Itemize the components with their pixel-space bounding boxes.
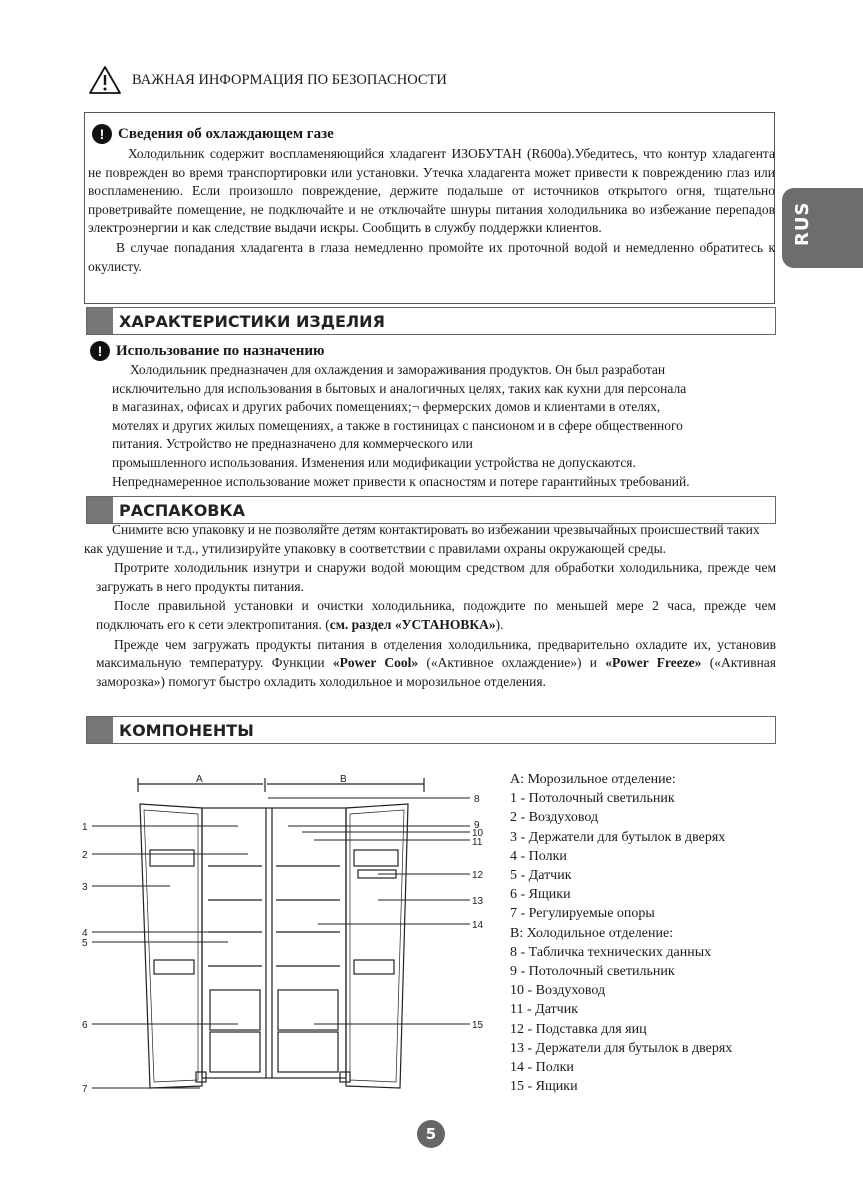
section-unpacking <box>86 496 776 524</box>
components-list-item: 12 - Подставка для яиц <box>510 1021 647 1037</box>
components-list-item: 7 - Регулируемые опоры <box>510 906 655 922</box>
unpacking-p3-end: ). <box>495 616 504 632</box>
diagram-num: 14 <box>472 920 484 931</box>
components-list-item: 5 - Датчик <box>510 868 572 884</box>
safety-header <box>88 64 447 96</box>
diagram-num: 15 <box>472 1020 484 1031</box>
intended-use-line: Холодильник предназначен для охлаждения и замораживания продуктов. Он был разработан <box>130 362 666 377</box>
intended-use-title: Использование по назначению <box>116 342 325 359</box>
components-list-item: 9 - Потолочный светильник <box>510 964 675 980</box>
diagram-num: 5 <box>82 938 88 949</box>
section-marker <box>87 308 113 334</box>
refrigerant-paragraph-2: В случае попадания хладагента в глаза немедленно промойте их проточной водой и немедленно обратитесь к окулисту. <box>88 239 775 274</box>
section-components-title: КОМПОНЕНТЫ <box>119 720 254 740</box>
power-cool-label: «Power Cool» <box>332 655 419 671</box>
components-list-item: B: Холодильное отделение: <box>510 925 674 941</box>
unpacking-p4-text: Прежде чем загружать продукты питания в отделения холодильника, предварительно охладите их, установив максимальную температуру. Функции <box>96 636 776 671</box>
page-number: 5 <box>417 1120 445 1148</box>
language-tab-label: RUS <box>792 201 813 246</box>
components-list <box>510 770 732 1096</box>
diagram-num: 7 <box>82 1084 88 1095</box>
components-list-item: 1 - Потолочный светильник <box>510 791 675 807</box>
unpacking-text <box>84 521 776 691</box>
intended-use-line: питания. Устройство не предназначено для коммерческого или <box>112 436 473 452</box>
unpacking-paragraph-4 <box>84 636 776 692</box>
components-list-item: 2 - Воздуховод <box>510 810 599 826</box>
intended-use-line: Непреднамеренное использование может привести к опасностям и потере гарантийных требований. <box>112 473 690 489</box>
components-list-item: 11 - Датчик <box>510 1002 578 1018</box>
refrigerant-info-content <box>88 124 775 276</box>
diagram-label-a: A <box>196 774 203 785</box>
diagram-num: 3 <box>82 882 88 893</box>
installation-reference: см. раздел «УСТАНОВКА» <box>329 616 496 632</box>
components-list-item: A: Морозильное отделение: <box>510 772 676 787</box>
unpacking-p4-text2: («Активное охлаждение») и <box>418 655 606 671</box>
section-unpacking-title: РАСПАКОВКА <box>119 500 245 520</box>
components-list-item: 8 - Табличка технических данных <box>510 944 712 960</box>
diagram-label-b: B <box>340 774 347 785</box>
diagram-num: 1 <box>82 822 88 833</box>
section-marker <box>87 717 113 743</box>
components-list-item: 13 - Держатели для бутылок в дверях <box>510 1040 733 1056</box>
diagram-num: 9 <box>474 820 480 831</box>
components-list-item: 14 - Полки <box>510 1060 574 1076</box>
section-characteristics-title: ХАРАКТЕРИСТИКИ ИЗДЕЛИЯ <box>119 311 385 331</box>
warning-triangle-icon <box>88 65 122 95</box>
components-list-item: 3 - Держатели для бутылок в дверях <box>510 829 726 845</box>
refrigerant-paragraph-1: Холодильник содержит воспламеняющийся хладагент ИЗОБУТАН (R600a).Убедитесь, что контур хладагента не поврежден во время транспортировки или установки. Утечка хладагента может привести к повреждению глаз или воспламенению. Если произошло повреждение, держите подальше от источников открытого огня, тщательно проветривайте помещение, не подключайте и не отключайте шнуры питания холодильника во избежание перепадов электроэнергии и как следствие выдачи искры. Сообщить в службу поддержки клиентов. <box>88 146 775 236</box>
components-list-item: 6 - Ящики <box>510 887 571 903</box>
intended-use-block <box>90 341 780 491</box>
diagram-num: 8 <box>474 794 480 805</box>
diagram-num: 13 <box>472 896 484 907</box>
section-components <box>86 716 776 744</box>
diagram-labels <box>82 774 484 1095</box>
diagram-num: 10 <box>472 828 484 839</box>
refrigerant-title: Сведения об охлаждающем газе <box>118 125 334 142</box>
fridge-diagram <box>78 770 490 1098</box>
intended-use-line: в магазинах, офисах и других рабочих помещениях;¬ фермерских домов и клиентами в отелях, <box>112 399 661 415</box>
diagram-num: 2 <box>82 850 88 861</box>
components-list-item: 4 - Полки <box>510 848 567 864</box>
components-list-item: 10 - Воздуховод <box>510 983 606 999</box>
diagram-num: 4 <box>82 928 88 939</box>
unpacking-paragraph-3 <box>84 597 776 634</box>
intended-use-line: исключительно для использования в бытовых и аналогичных целях, таких как кухни для персонала <box>112 380 687 396</box>
intended-use-line: мотелях и других жилых помещениях, а также в гостиницах с пансионом и в сфере общественного <box>112 417 683 433</box>
intended-use-line: промышленного использования. Изменения или модификации устройства не допускаются. <box>112 454 636 470</box>
components-list-item: 15 - Ящики <box>510 1079 578 1095</box>
exclamation-icon: ! <box>92 124 112 144</box>
diagram-num: 12 <box>472 870 484 881</box>
exclamation-icon: ! <box>90 341 110 361</box>
unpacking-paragraph-2: Протрите холодильник изнутри и снаружи водой моющим средством для обработки холодильника, прежде чем загружать в него продукты питания. <box>96 560 776 594</box>
unpacking-p3-text: После правильной установки и очистки холодильника, подождите по меньшей мере 2 часа, прежде чем подключать его к сети электропитания. ( <box>96 598 776 632</box>
diagram-num: 6 <box>82 1020 88 1031</box>
unpacking-p4-text3: («Активная заморозка») помогут быстро охладить холодильное и морозильное отделения. <box>96 655 776 689</box>
power-freeze-label: «Power Freeze» <box>605 655 702 671</box>
diagram-num: 11 <box>472 837 483 848</box>
section-marker <box>87 497 113 523</box>
safety-header-title: ВАЖНАЯ ИНФОРМАЦИЯ ПО БЕЗОПАСНОСТИ <box>132 71 447 88</box>
language-tab <box>782 188 863 268</box>
unpacking-paragraph-1: Снимите всю упаковку и не позволяйте детям контактировать во избежании чрезвычайных происшествий таких как удушение и т.д., утилизируйте упаковку в соответствии с правилами охраны окружающей среды. <box>84 522 760 556</box>
section-characteristics <box>86 307 776 335</box>
